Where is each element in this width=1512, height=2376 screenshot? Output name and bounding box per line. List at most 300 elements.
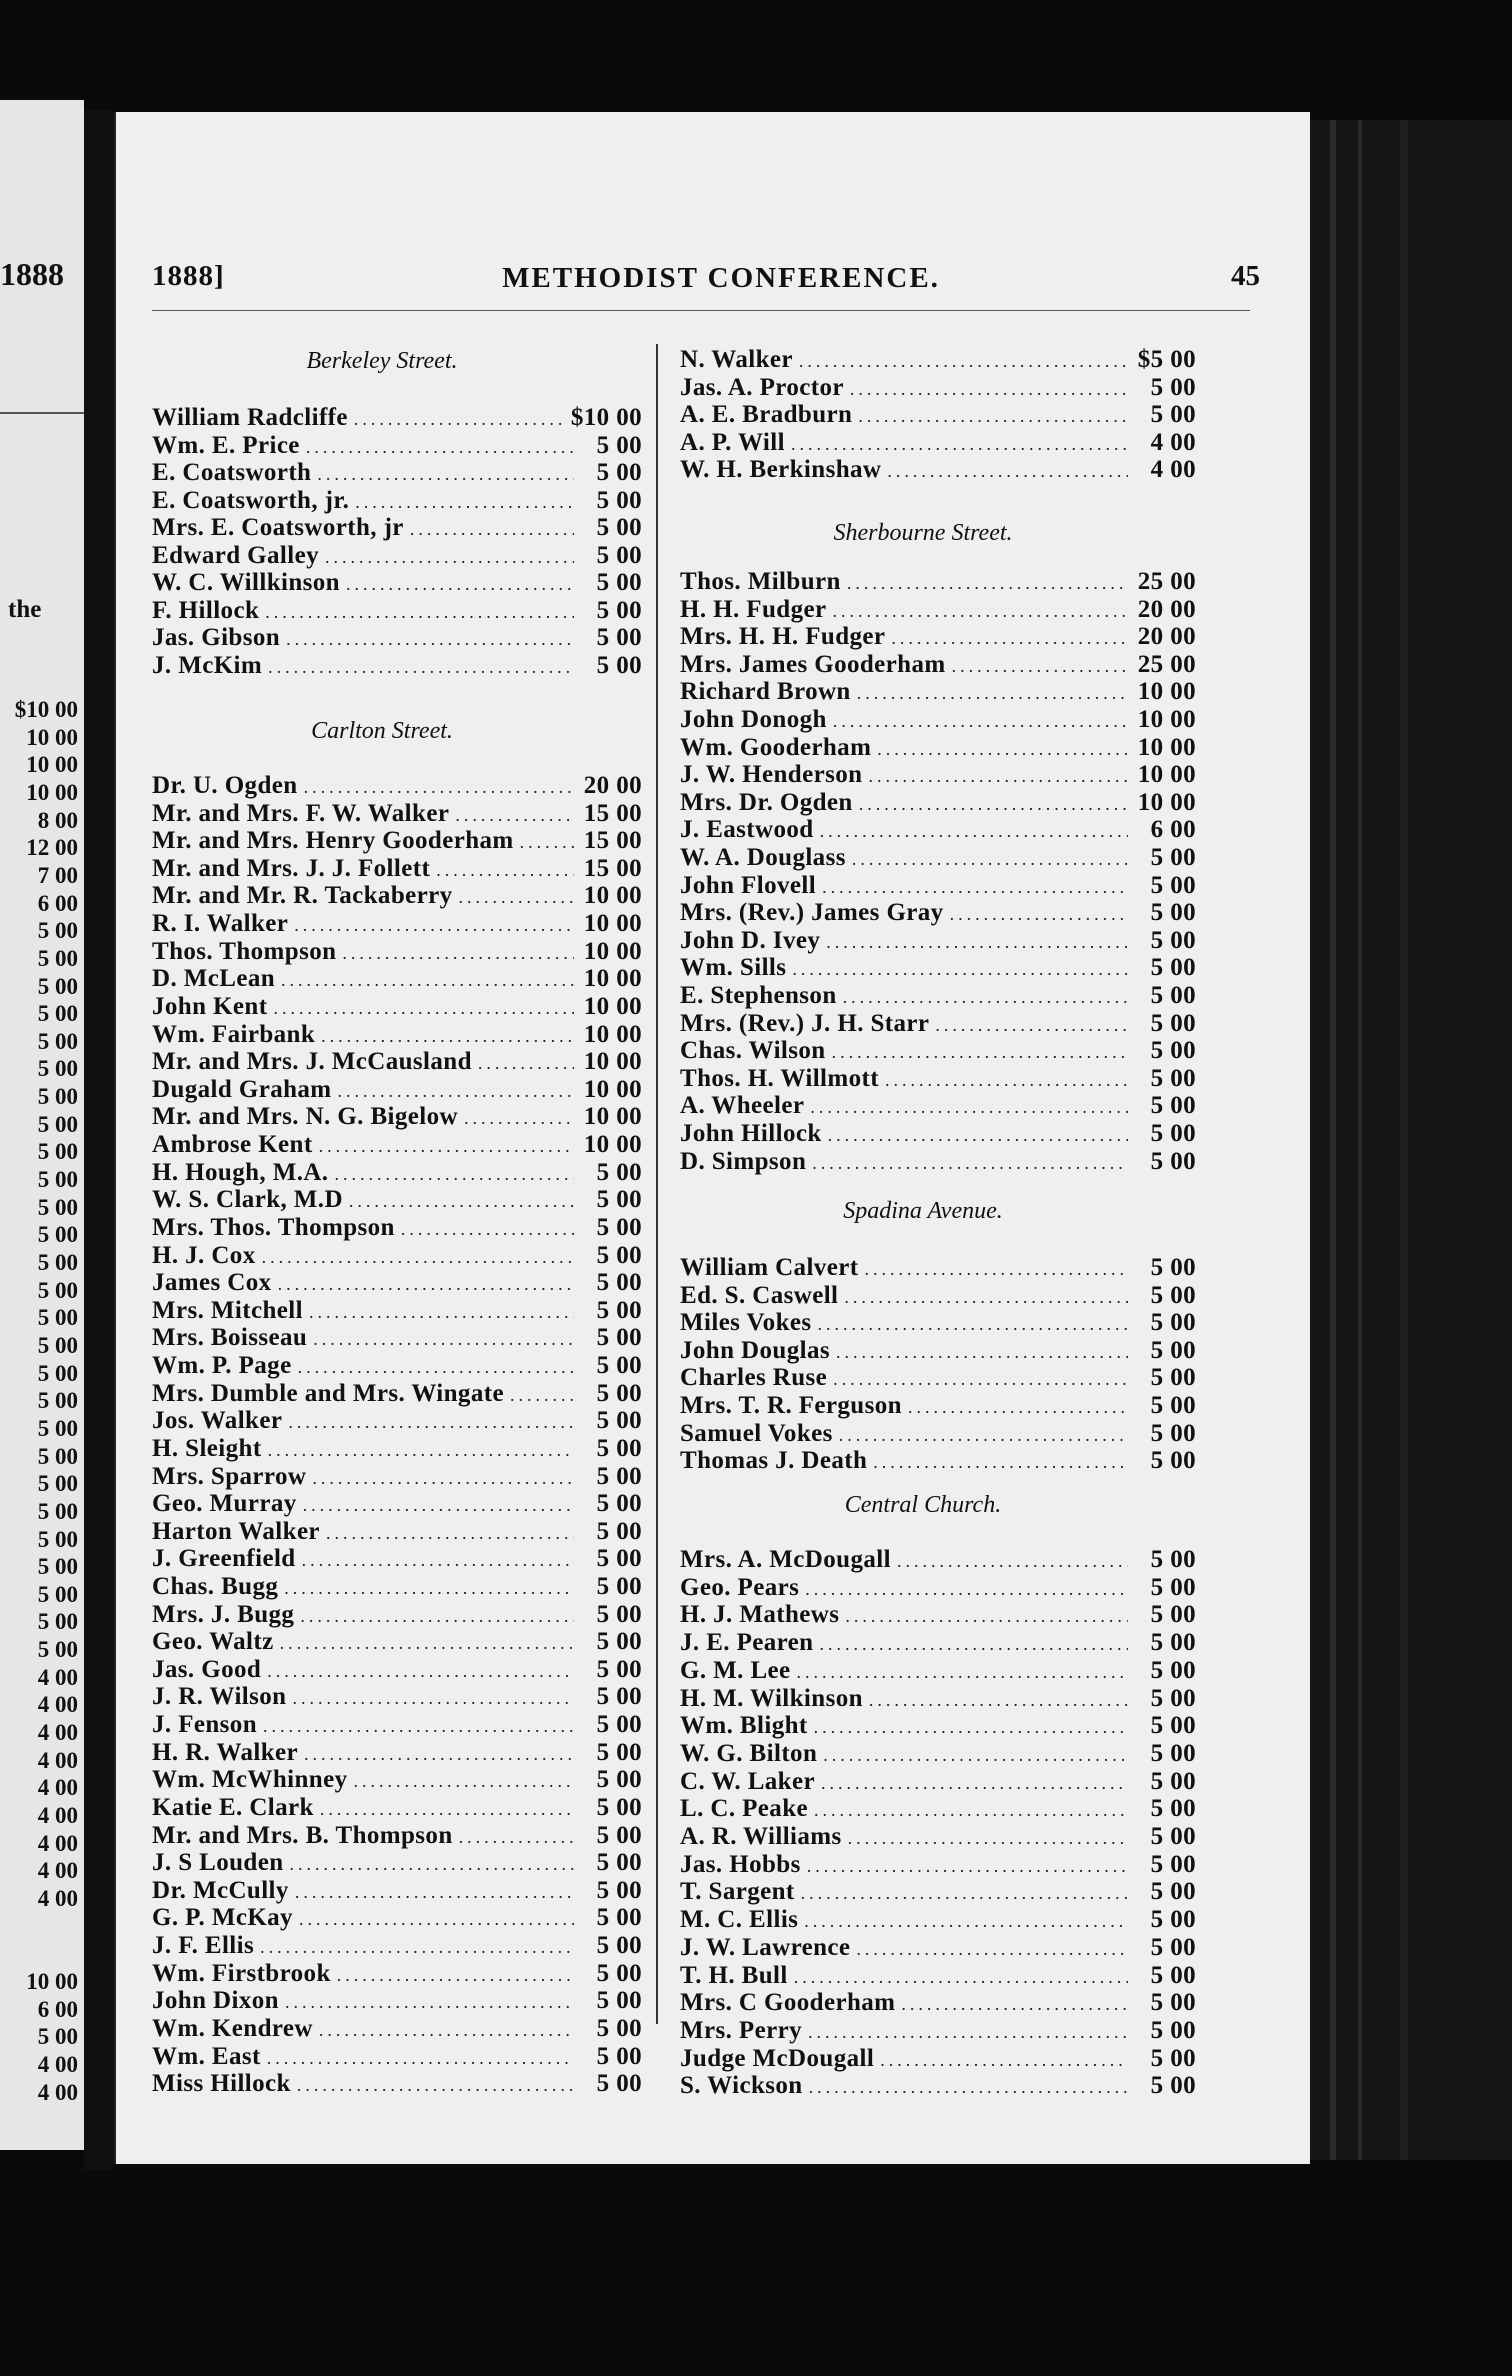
subscription-amount: 5 00 xyxy=(596,1738,642,1766)
subscriber-name: Chas. Bugg xyxy=(152,1572,279,1600)
subscription-amount: 5 00 xyxy=(1150,1546,1196,1573)
previous-page-amount: 5 00 xyxy=(37,1471,78,1497)
column-divider xyxy=(656,344,658,2024)
previous-page-amount: 5 00 xyxy=(37,1084,78,1110)
previous-page-amount: 5 00 xyxy=(37,1332,78,1358)
subscriber-entry xyxy=(680,1037,1196,1065)
subscriber-entry xyxy=(152,772,642,800)
subscriber-entry xyxy=(152,827,642,855)
subscriber-entry xyxy=(680,899,1196,927)
subscriber-name: Mrs. J. Bugg xyxy=(152,1600,295,1628)
leader-dots xyxy=(349,1187,574,1215)
previous-page-amount: 5 00 xyxy=(37,1360,78,1386)
subscriber-entry xyxy=(680,1740,1196,1768)
subscription-amount: 5 00 xyxy=(1150,926,1196,954)
subscriber-name: J. W. Lawrence xyxy=(680,1933,851,1961)
subscriber-entry xyxy=(152,542,642,570)
previous-page-amount: 4 00 xyxy=(37,1747,78,1773)
subscriber-entry xyxy=(680,456,1196,484)
leader-dots xyxy=(880,2046,1128,2074)
subscriber-name: L. C. Peake xyxy=(680,1795,808,1823)
subscriber-name: Dr. McCully xyxy=(152,1876,289,1904)
previous-page-amount: 10 00 xyxy=(26,724,78,750)
subscriber-entry xyxy=(680,1712,1196,1740)
leader-dots xyxy=(273,994,574,1022)
leader-dots xyxy=(814,1713,1128,1741)
header-title: METHODIST CONFERENCE. xyxy=(502,262,940,294)
page xyxy=(114,112,1310,2164)
leader-dots xyxy=(859,790,1128,818)
subscription-amount: 10 00 xyxy=(583,992,642,1020)
leader-dots xyxy=(267,2044,574,2072)
leader-dots xyxy=(319,1132,574,1160)
leader-dots xyxy=(294,911,574,939)
subscriber-name: Mrs. Boisseau xyxy=(152,1324,308,1352)
subscriber-entry xyxy=(152,1490,642,1518)
subscriber-name: Wm. Kendrew xyxy=(152,2014,313,2042)
leader-dots xyxy=(290,1850,574,1878)
subscriber-entry xyxy=(680,1337,1196,1365)
leader-dots xyxy=(808,2018,1128,2046)
leader-dots xyxy=(818,1310,1129,1338)
subscriber-name: J. R. Wilson xyxy=(152,1683,287,1711)
subscriber-name: Mrs. (Rev.) James Gray xyxy=(680,899,944,927)
subscription-amount: 5 00 xyxy=(1150,982,1196,1009)
subscriber-name: E. Stephenson xyxy=(680,982,837,1009)
leader-dots xyxy=(302,1546,574,1574)
subscriber-name: Charles Ruse xyxy=(680,1364,828,1392)
leader-dots xyxy=(877,735,1128,763)
leader-dots xyxy=(844,1283,1128,1311)
subscriber-entry xyxy=(680,982,1196,1010)
subscriber-name: Thomas J. Death xyxy=(680,1447,868,1475)
subscription-amount: 4 00 xyxy=(1150,456,1196,483)
subscriber-name: Mrs. Sparrow xyxy=(152,1462,307,1490)
subscription-amount: 5 00 xyxy=(1150,401,1196,428)
subscription-amount: 5 00 xyxy=(596,651,642,679)
subscriber-name: Katie E. Clark xyxy=(152,1793,314,1821)
subscription-amount: 5 00 xyxy=(596,2042,642,2070)
leader-dots xyxy=(791,430,1128,458)
subscriber-name: G. M. Lee xyxy=(680,1656,791,1684)
subscription-amount: 5 00 xyxy=(596,1766,642,1794)
subscriber-entry xyxy=(152,1904,642,1932)
subscription-amount: 5 00 xyxy=(1150,899,1196,927)
subscriber-name: Mrs. Mitchell xyxy=(152,1296,303,1324)
subscriber-name: Miss Hillock xyxy=(152,2070,291,2098)
subscriber-entry xyxy=(152,652,642,680)
subscriber-name: J. Eastwood xyxy=(680,816,814,844)
leader-dots xyxy=(286,625,574,653)
subscription-amount: 5 00 xyxy=(596,431,642,459)
subscriber-name: C. W. Laker xyxy=(680,1767,815,1795)
subscriber-name: Wm. P. Page xyxy=(152,1352,292,1380)
leader-dots xyxy=(891,624,1128,652)
leader-dots xyxy=(822,873,1128,901)
subscriber-entry xyxy=(152,1242,642,1270)
subscriber-entry xyxy=(680,1254,1196,1282)
subscriber-entry xyxy=(152,1269,642,1297)
subscriber-name: Geo. Waltz xyxy=(152,1628,274,1656)
leader-dots xyxy=(338,1077,574,1105)
subscriber-entry xyxy=(680,1065,1196,1093)
previous-page-amount: 5 00 xyxy=(37,1250,78,1275)
subscription-amount: 5 00 xyxy=(1150,1906,1196,1934)
subscriber-entry xyxy=(152,1435,642,1463)
subscriber-entry xyxy=(152,2043,642,2071)
previous-page-amount: 4 00 xyxy=(37,1720,78,1746)
subscription-amount: 5 00 xyxy=(1150,1147,1196,1175)
section-heading: Carlton Street. xyxy=(311,718,453,744)
subscriber-entry xyxy=(152,1711,642,1739)
subscriber-name: John Dixon xyxy=(152,1987,279,2015)
subscriber-entry xyxy=(680,568,1196,596)
leader-dots xyxy=(306,433,574,461)
leader-dots xyxy=(309,1298,574,1326)
subscriber-entry xyxy=(680,1010,1196,1038)
subscriber-name: Harton Walker xyxy=(152,1517,320,1545)
leader-dots xyxy=(804,1907,1128,1935)
subscriber-entry xyxy=(680,2045,1196,2073)
subscription-amount: 5 00 xyxy=(596,1407,642,1435)
subscriber-name: Thos. Thompson xyxy=(152,937,337,965)
subscriber-name: Wm. Firstbrook xyxy=(152,1959,331,1987)
subscriber-entry xyxy=(680,651,1196,679)
subscriber-entry xyxy=(680,374,1196,402)
subscriber-entry xyxy=(152,800,642,828)
leader-dots xyxy=(510,1381,574,1409)
subscriber-name: Chas. Wilson xyxy=(680,1037,826,1065)
subscription-amount: 5 00 xyxy=(596,1324,642,1352)
subscriber-entry xyxy=(152,432,642,460)
subscriber-entry xyxy=(152,1131,642,1159)
subscriber-entry xyxy=(680,1364,1196,1392)
subscriber-name: Mrs. Thos. Thompson xyxy=(152,1213,395,1241)
subscriber-name: Thos. Milburn xyxy=(680,568,841,595)
subscriber-entry xyxy=(680,1989,1196,2017)
previous-page-amount: 4 00 xyxy=(37,1803,78,1828)
leader-dots xyxy=(268,1436,574,1464)
subscriber-entry xyxy=(152,855,642,883)
subscription-amount: 20 00 xyxy=(1137,623,1196,651)
previous-page-amount: 10 00 xyxy=(26,779,78,805)
subscription-amount: 5 00 xyxy=(596,1821,642,1849)
header-rule xyxy=(152,310,1250,311)
previous-page-amount: 5 00 xyxy=(37,1305,78,1331)
section-heading: Sherbourne Street. xyxy=(833,520,1013,546)
subscription-amount: 10 00 xyxy=(1137,788,1196,816)
subscriber-name: James Cox xyxy=(152,1269,272,1297)
subscriber-name: William Radcliffe xyxy=(152,404,348,431)
subscriber-name: Mrs. C Gooderham xyxy=(680,1989,896,2017)
subscription-amount: 5 00 xyxy=(596,1296,642,1324)
subscription-amount: 10 00 xyxy=(1137,678,1196,706)
subscription-amount: 5 00 xyxy=(1150,1712,1196,1740)
subscriber-name: Wm. McWhinney xyxy=(152,1766,348,1794)
subscriber-entry xyxy=(152,938,642,966)
subscriber-name: Mrs. (Rev.) J. H. Starr xyxy=(680,1009,930,1037)
subscriber-entry xyxy=(680,346,1196,374)
previous-page-amount: 6 00 xyxy=(37,890,78,916)
leader-dots xyxy=(792,955,1128,983)
subscriber-entry xyxy=(680,1878,1196,1906)
subscriber-entry xyxy=(680,1420,1196,1448)
subscriber-name: Geo. Murray xyxy=(152,1490,297,1518)
subscriber-entry xyxy=(680,623,1196,651)
subscription-amount: 5 00 xyxy=(596,624,642,651)
leader-dots xyxy=(935,1011,1128,1039)
subscriber-name: John Flovell xyxy=(680,871,817,899)
section-heading: Spadina Avenue. xyxy=(843,1198,1003,1224)
subscription-amount: 5 00 xyxy=(596,1987,642,2015)
subscription-amount: 5 00 xyxy=(596,514,642,541)
subscriber-name: H. J. Mathews xyxy=(680,1601,840,1629)
subscription-amount: 6 00 xyxy=(1150,816,1196,844)
leader-dots xyxy=(799,347,1128,375)
leader-dots xyxy=(265,598,574,626)
subscriber-name: Jos. Walker xyxy=(152,1407,283,1435)
leader-dots xyxy=(260,1933,574,1961)
subscription-amount: 10 00 xyxy=(583,1020,642,1048)
leader-dots xyxy=(873,1448,1128,1476)
subscriber-name: Judge McDougall xyxy=(680,2044,875,2072)
subscription-amount: 25 00 xyxy=(1137,650,1196,678)
leader-dots xyxy=(304,773,574,801)
leader-dots xyxy=(833,707,1128,735)
subscriber-entry xyxy=(680,2017,1196,2045)
leader-dots xyxy=(342,939,574,967)
leader-dots xyxy=(312,1464,574,1492)
subscriber-name: F. Hillock xyxy=(152,596,260,624)
leader-dots xyxy=(832,597,1128,625)
subscriber-entry xyxy=(152,910,642,938)
subscriber-entry xyxy=(152,1518,642,1546)
subscriber-entry xyxy=(152,1601,642,1629)
subscriber-entry xyxy=(152,1159,642,1187)
subscriber-entry xyxy=(152,993,642,1021)
subscription-amount: 5 00 xyxy=(596,1241,642,1269)
subscriber-name: G. P. McKay xyxy=(152,1904,293,1932)
subscriber-entry xyxy=(680,1795,1196,1823)
leader-dots xyxy=(355,488,574,516)
subscription-amount: 5 00 xyxy=(1150,2016,1196,2044)
leader-dots xyxy=(284,1574,574,1602)
subscriber-name: A. P. Will xyxy=(680,428,785,456)
subscription-amount: 5 00 xyxy=(1150,2044,1196,2072)
subscription-amount: 5 00 xyxy=(596,1158,642,1186)
subscription-amount: 5 00 xyxy=(1150,1281,1196,1309)
previous-page-amount: 5 00 xyxy=(37,1581,78,1607)
subscriber-entry xyxy=(152,1739,642,1767)
leader-dots xyxy=(807,1852,1128,1880)
subscriber-name: Mr. and Mrs. F. W. Walker xyxy=(152,799,450,827)
subscriber-entry xyxy=(680,706,1196,734)
leader-dots xyxy=(794,1963,1128,1991)
leader-dots xyxy=(885,1066,1128,1094)
leader-dots xyxy=(852,845,1128,873)
leader-dots xyxy=(298,1353,574,1381)
subscription-amount: 5 00 xyxy=(596,459,642,486)
subscriber-entry xyxy=(680,761,1196,789)
subscription-amount: 20 00 xyxy=(1137,595,1196,623)
subscriber-entry xyxy=(152,1186,642,1214)
leader-dots xyxy=(285,1988,574,2016)
subscriber-entry xyxy=(680,1851,1196,1879)
subscriber-entry xyxy=(680,1768,1196,1796)
leader-dots xyxy=(353,1767,574,1795)
leader-dots xyxy=(313,1325,574,1353)
leader-dots xyxy=(288,1408,574,1436)
subscriber-name: Mr. and Mrs. J. McCausland xyxy=(152,1048,472,1076)
previous-page-amount: 5 00 xyxy=(37,1415,78,1441)
subscriber-entry xyxy=(680,1447,1196,1475)
leader-dots xyxy=(321,1022,574,1050)
subscription-amount: 5 00 xyxy=(596,569,642,596)
subscriber-name: William Calvert xyxy=(680,1254,859,1281)
previous-page-amount: 10 00 xyxy=(26,752,78,778)
subscription-amount: 5 00 xyxy=(596,1628,642,1656)
previous-page-amount: 5 00 xyxy=(37,1554,78,1580)
subscriber-entry xyxy=(680,678,1196,706)
previous-page-amount: 5 00 xyxy=(37,1609,78,1635)
subscriber-entry xyxy=(152,1987,642,2015)
leader-dots xyxy=(952,652,1128,680)
subscriber-name: W. S. Clark, M.D xyxy=(152,1186,343,1214)
subscriber-name: D. McLean xyxy=(152,965,276,993)
subscription-amount: 5 00 xyxy=(1150,1933,1196,1961)
leader-dots xyxy=(814,1796,1128,1824)
leader-dots xyxy=(857,679,1128,707)
leader-dots xyxy=(436,856,574,884)
previous-page-amount: 8 00 xyxy=(37,807,78,833)
subscriber-name: Miles Vokes xyxy=(680,1309,812,1337)
subscriber-entry xyxy=(680,1120,1196,1148)
subscriber-entry xyxy=(152,1656,642,1684)
subscriber-entry xyxy=(152,597,642,625)
subscription-amount: 5 00 xyxy=(596,1683,642,1711)
leader-dots xyxy=(897,1547,1128,1575)
book-gutter xyxy=(84,110,114,2170)
subscriber-name: H. M. Wilkinson xyxy=(680,1684,863,1712)
previous-page-amount: 5 00 xyxy=(37,1443,78,1469)
subscriber-entry xyxy=(680,1148,1196,1176)
book-binding xyxy=(1310,120,1512,2160)
subscription-amount: 5 00 xyxy=(1150,1629,1196,1657)
subscription-amount: 5 00 xyxy=(596,2070,642,2098)
subscriber-entry xyxy=(680,1823,1196,1851)
header-year: 1888] xyxy=(152,260,225,292)
subscriber-name: John Kent xyxy=(152,992,268,1020)
subscriber-entry xyxy=(680,844,1196,872)
subscriber-name: Wm. Blight xyxy=(680,1712,808,1740)
subscription-amount: 5 00 xyxy=(596,1876,642,1904)
leader-dots xyxy=(320,1795,574,1823)
subscriber-name: Mrs. H. H. Fudger xyxy=(680,623,886,651)
subscriber-name: J. F. Ellis xyxy=(152,1932,255,1960)
leader-dots xyxy=(828,1121,1128,1149)
subscriber-name: W. H. Berkinshaw xyxy=(680,456,882,483)
subscription-amount: 5 00 xyxy=(1150,1850,1196,1878)
subscription-amount: 5 00 xyxy=(1150,1392,1196,1419)
subscriber-name: Wm. East xyxy=(152,2042,261,2070)
subscriber-entry xyxy=(152,1932,642,1960)
subscriber-name: Jas. Hobbs xyxy=(680,1850,801,1878)
leader-dots xyxy=(801,1879,1128,1907)
subscriber-entry xyxy=(152,1628,642,1656)
leader-dots xyxy=(300,1602,574,1630)
subscription-amount: 10 00 xyxy=(583,1103,642,1131)
subscription-amount: 5 00 xyxy=(596,1434,642,1462)
subscription-amount: 15 00 xyxy=(583,799,642,827)
subscription-amount: 25 00 xyxy=(1137,568,1196,595)
subscriber-entry xyxy=(680,1906,1196,1934)
subscriber-entry xyxy=(152,1960,642,1988)
previous-page-amount: 5 00 xyxy=(37,918,78,944)
leader-dots xyxy=(805,1575,1128,1603)
subscriber-name: Mr. and Mrs. B. Thompson xyxy=(152,1821,453,1849)
subscriber-name: Wm. Sills xyxy=(680,954,787,982)
leader-dots xyxy=(262,1243,574,1271)
subscriber-name: John Hillock xyxy=(680,1120,822,1147)
subscriber-name: T. H. Bull xyxy=(680,1961,788,1989)
leader-dots xyxy=(856,1935,1128,1963)
subscription-amount: 5 00 xyxy=(1150,1601,1196,1629)
subscriber-name: E. Coatsworth xyxy=(152,459,312,486)
subscription-amount: 5 00 xyxy=(596,596,642,624)
subscriber-entry xyxy=(152,1352,642,1380)
subscription-amount: $5 00 xyxy=(1137,346,1196,373)
subscription-amount: 5 00 xyxy=(1150,1823,1196,1850)
subscriber-name: Jas. Good xyxy=(152,1655,262,1683)
subscription-amount: 5 00 xyxy=(1150,1447,1196,1475)
leader-dots xyxy=(268,653,574,681)
subscriber-name: Wm. Gooderham xyxy=(680,733,872,761)
subscription-amount: 5 00 xyxy=(1150,1419,1196,1447)
subscription-amount: 5 00 xyxy=(1150,1092,1196,1120)
leader-dots xyxy=(850,375,1128,403)
subscriber-name: Dr. U. Ogden xyxy=(152,772,298,799)
previous-page-amount: $10 00 xyxy=(14,697,78,722)
leader-dots xyxy=(337,1961,574,1989)
subscriber-name: J. E. Pearen xyxy=(680,1629,814,1657)
subscription-amount: 5 00 xyxy=(1150,1336,1196,1364)
leader-dots xyxy=(833,1365,1128,1393)
subscriber-name: Wm. Fairbank xyxy=(152,1020,316,1048)
leader-dots xyxy=(848,1824,1128,1852)
subscriber-name: Samuel Vokes xyxy=(680,1419,833,1447)
previous-page-amount: 5 00 xyxy=(37,1194,78,1220)
leader-dots xyxy=(455,801,574,829)
subscription-amount: 5 00 xyxy=(596,1379,642,1407)
subscription-amount: 5 00 xyxy=(1150,1961,1196,1989)
subscription-amount: 10 00 xyxy=(583,937,642,965)
subscription-amount: 5 00 xyxy=(1150,1989,1196,2017)
subscription-amount: 5 00 xyxy=(596,1462,642,1490)
subscription-amount: 5 00 xyxy=(1150,1795,1196,1823)
leader-dots xyxy=(823,1741,1128,1769)
subscription-amount: 5 00 xyxy=(596,1545,642,1573)
subscription-amount: 5 00 xyxy=(596,1213,642,1241)
leader-dots xyxy=(950,900,1128,928)
subscriber-name: Mrs. Dumble and Mrs. Wingate xyxy=(152,1379,504,1407)
subscriber-name: Mrs. E. Coatsworth, jr xyxy=(152,514,404,541)
background-bottom xyxy=(0,2170,1512,2376)
subscriber-entry xyxy=(152,569,642,597)
previous-page-amount: 5 00 xyxy=(37,1056,78,1082)
subscription-amount: 5 00 xyxy=(1150,1656,1196,1684)
previous-page-amount: 5 00 xyxy=(37,1111,78,1137)
subscription-amount: 5 00 xyxy=(1150,1254,1196,1281)
